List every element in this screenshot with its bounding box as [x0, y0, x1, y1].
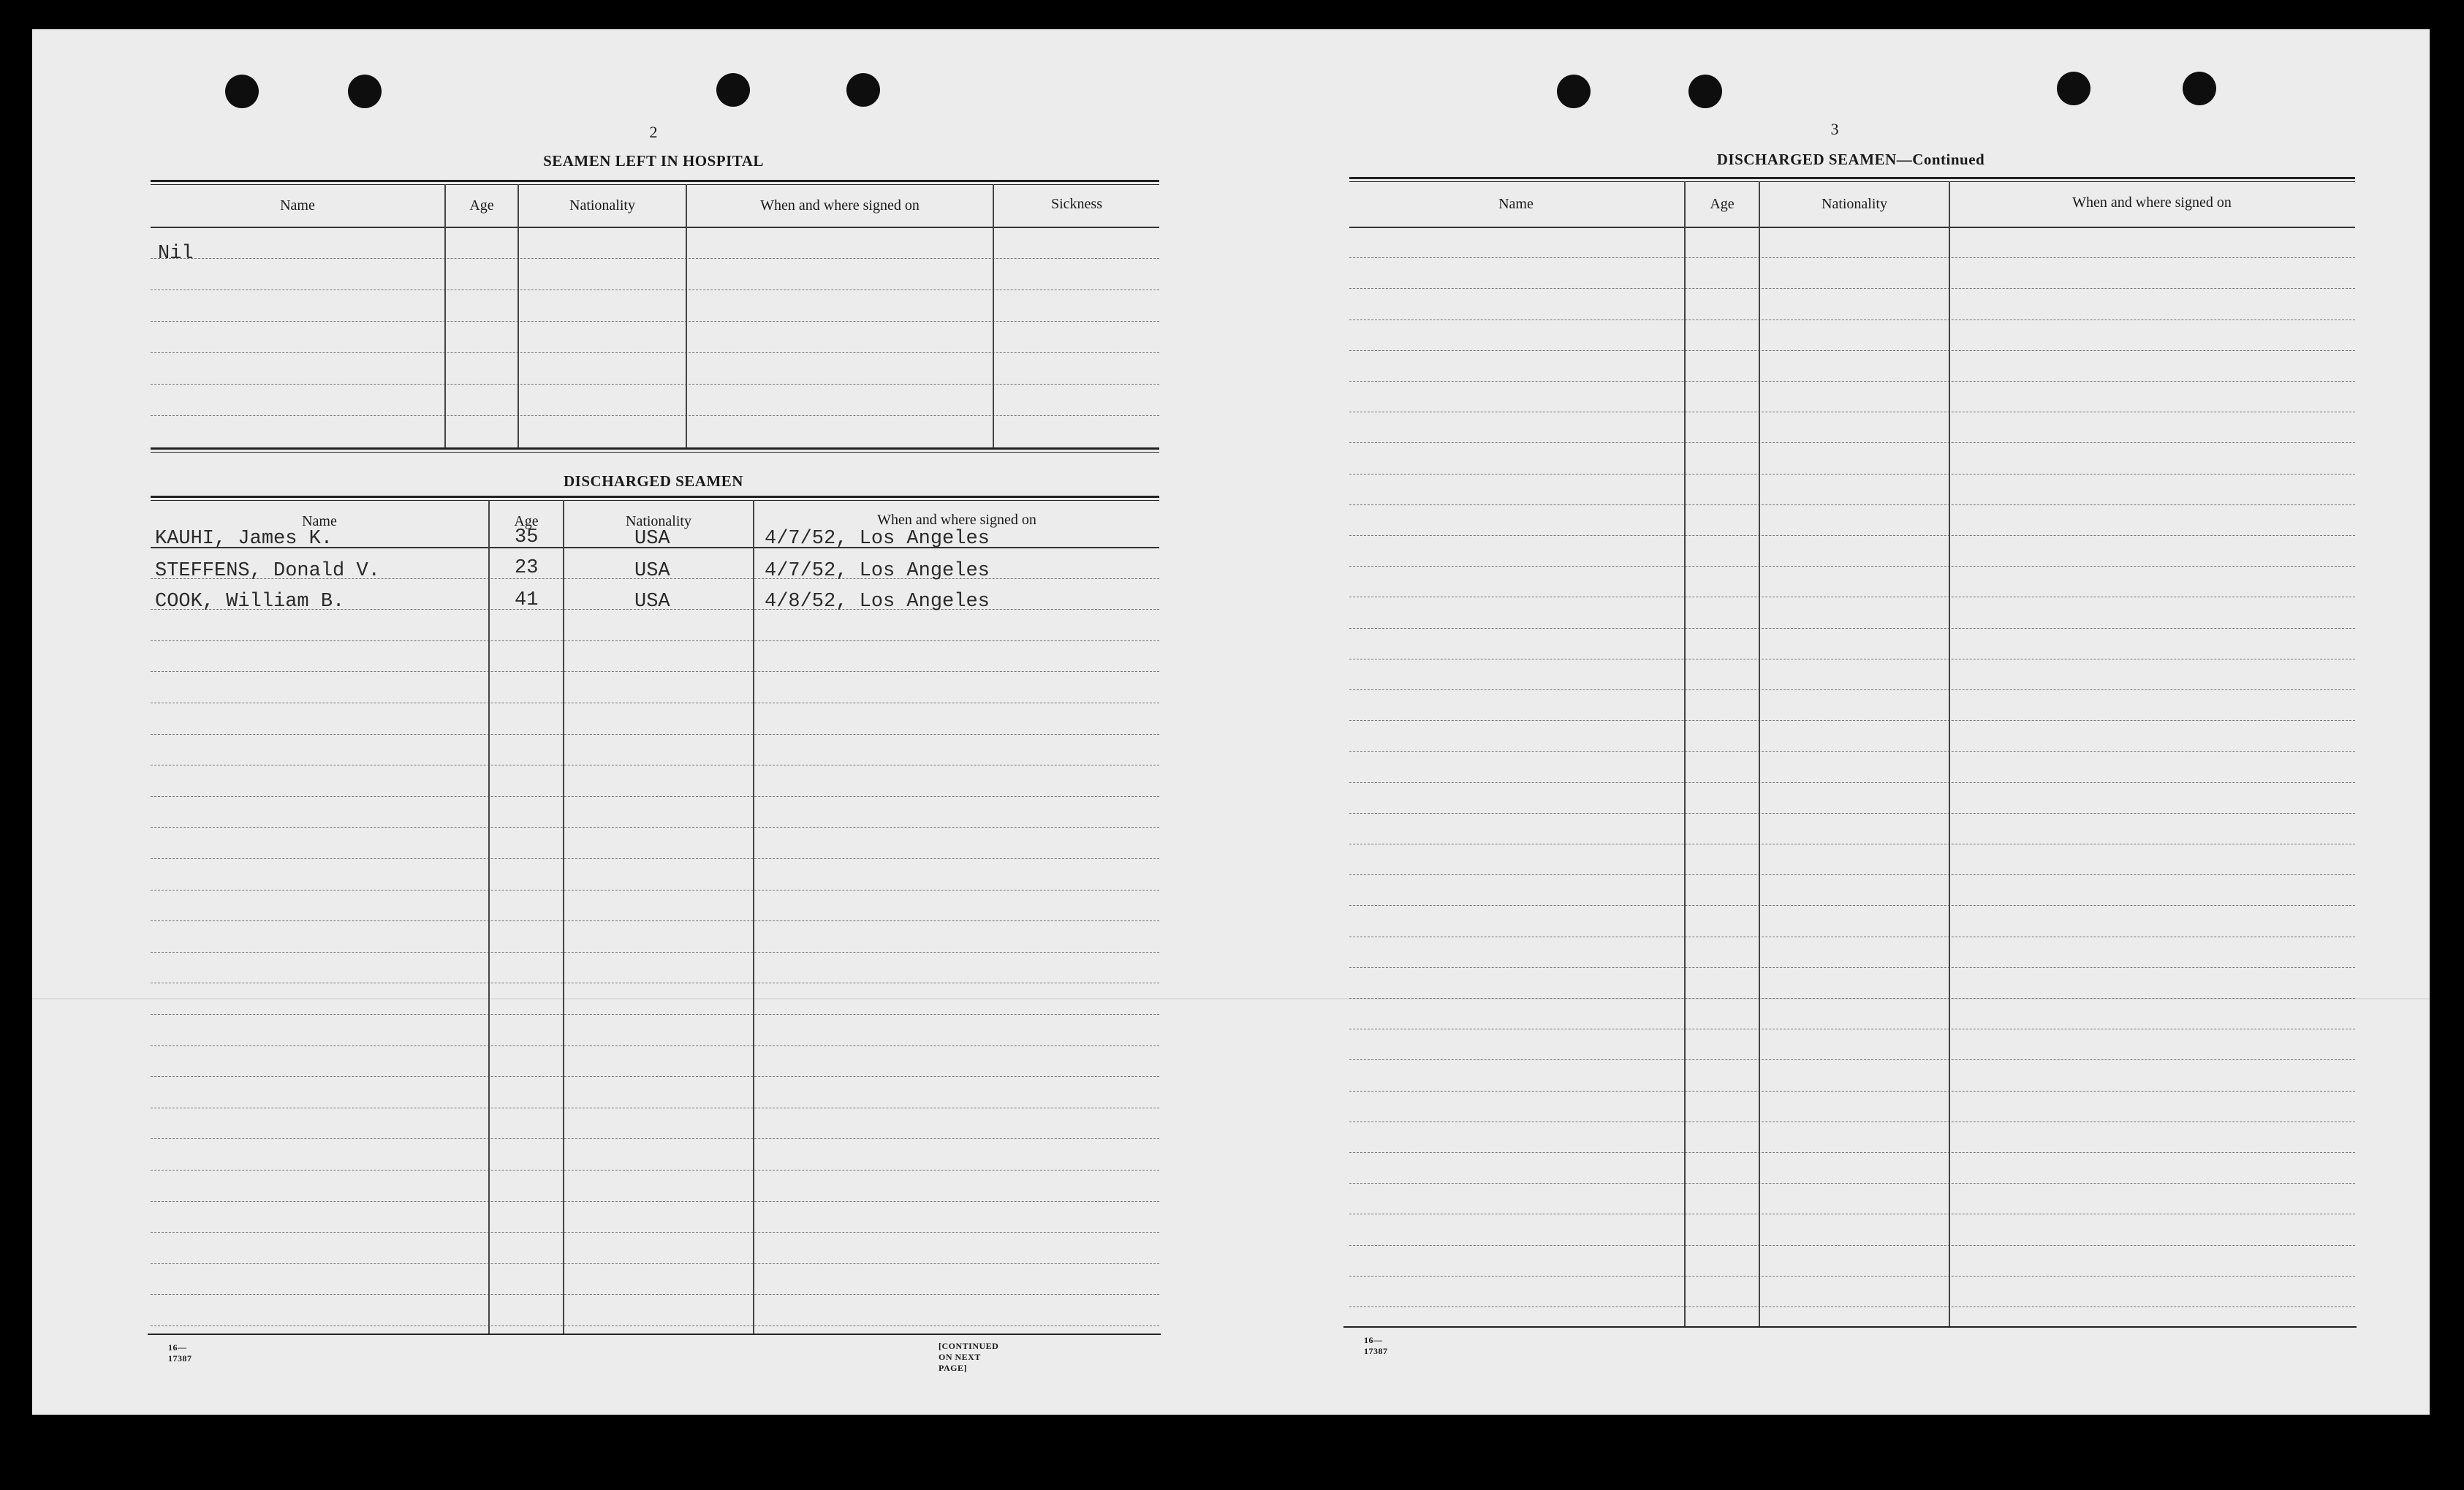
ruled-line [1349, 628, 2355, 629]
ruled-line [1349, 1183, 2355, 1184]
hospital-header-signed-on: When and where signed on [760, 197, 920, 213]
ruled-line [151, 1076, 1159, 1077]
hospital-top-rule [151, 180, 1159, 185]
table-row-2-signed-on: 4/7/52, Los Angeles [765, 560, 990, 582]
ruled-line [151, 671, 1159, 672]
ruled-line [151, 858, 1159, 859]
punch-hole [716, 73, 750, 107]
ruled-line [1349, 504, 2355, 505]
discharged-header-signed-on: When and where signed on [877, 512, 1036, 528]
column-divider [1949, 181, 1950, 1328]
ruled-line [151, 258, 1159, 259]
column-divider [518, 184, 519, 449]
table-row-2-name: STEFFENS, Donald V. [155, 560, 380, 582]
ruled-line [151, 920, 1159, 921]
table-row-3-age: 41 [515, 589, 539, 611]
ruled-line [1349, 720, 2355, 721]
page-number: 3 [1830, 120, 1839, 138]
discharged-header-name: Name [302, 513, 337, 529]
ruled-line [1349, 689, 2355, 690]
discharged-header-age: Age [514, 513, 539, 529]
continued-note: [CONTINUED ON NEXT PAGE] [939, 1341, 999, 1373]
ruled-line [1349, 227, 2355, 228]
hospital-bottom-rule [151, 447, 1159, 453]
ruled-line [1349, 905, 2355, 906]
ruled-line [1349, 813, 2355, 814]
ruled-line [151, 415, 1159, 416]
table-row-2-age: 23 [515, 557, 539, 579]
table-row-1-nationality: USA [634, 528, 670, 550]
continued-header-signed-on: When and where signed on [2072, 194, 2232, 211]
ruled-line [151, 640, 1159, 641]
ruled-line [1349, 1276, 2355, 1277]
form-number: 16—17387 [1364, 1335, 1388, 1356]
table-row-3-nationality: USA [634, 591, 670, 613]
hospital-entry-nil: Nil [158, 243, 194, 265]
column-divider [444, 184, 446, 449]
ruled-line [1349, 381, 2355, 382]
ruled-line [151, 1014, 1159, 1015]
ruled-line [1349, 566, 2355, 567]
punch-hole [1557, 75, 1591, 108]
ruled-line [151, 1263, 1159, 1264]
document-paper [32, 29, 2430, 1415]
table-row-2-nationality: USA [634, 560, 670, 582]
ruled-line [1349, 1245, 2355, 1246]
ruled-line [151, 1045, 1159, 1046]
ruled-line [151, 1170, 1159, 1171]
table-row-1-signed-on: 4/7/52, Los Angeles [765, 528, 990, 550]
ruled-line [1349, 782, 2355, 783]
continued-bottom-rule [1343, 1326, 2357, 1328]
table-row-1-name: KAUHI, James K. [155, 528, 333, 550]
ruled-line [151, 796, 1159, 797]
ruled-line [1349, 1152, 2355, 1153]
hospital-header-age: Age [469, 197, 494, 213]
ruled-line [151, 352, 1159, 353]
page-number: 2 [649, 123, 658, 141]
punch-hole [2057, 72, 2090, 105]
ruled-line [151, 384, 1159, 385]
ruled-line [151, 827, 1159, 828]
column-divider [1684, 181, 1686, 1328]
discharged-bottom-rule [148, 1334, 1161, 1335]
hospital-header-name: Name [280, 197, 315, 213]
continued-header-age: Age [1710, 196, 1735, 212]
ruled-line [1349, 967, 2355, 968]
ruled-line [1349, 1306, 2355, 1307]
hospital-header-nationality: Nationality [569, 197, 635, 213]
ruled-line [151, 734, 1159, 735]
discharged-header-nationality: Nationality [626, 513, 691, 529]
ruled-line [1349, 442, 2355, 443]
ruled-line [1349, 535, 2355, 536]
column-divider [1759, 181, 1760, 1328]
column-divider [993, 184, 994, 449]
ruled-line [151, 1294, 1159, 1295]
ruled-line [1349, 1059, 2355, 1060]
continued-header-name: Name [1498, 196, 1534, 212]
punch-hole [348, 75, 382, 108]
column-divider [488, 500, 490, 1335]
hospital-header-sickness: Sickness [1051, 196, 1102, 212]
ruled-line [151, 952, 1159, 953]
continued-top-rule [1349, 177, 2355, 182]
punch-hole [2183, 72, 2216, 105]
ruled-line [1349, 1091, 2355, 1092]
table-row-3-signed-on: 4/8/52, Los Angeles [765, 591, 990, 613]
punch-hole [1688, 75, 1722, 108]
hospital-section-title: SEAMEN LEFT IN HOSPITAL [543, 152, 764, 170]
ruled-line [1349, 751, 2355, 752]
column-divider [686, 184, 687, 449]
ruled-line [1349, 874, 2355, 875]
punch-hole [846, 73, 880, 107]
column-divider [753, 500, 754, 1335]
ruled-line [151, 1201, 1159, 1202]
column-divider [563, 500, 564, 1335]
ruled-line [1349, 350, 2355, 351]
ruled-line [1349, 288, 2355, 289]
discharged-top-rule [151, 496, 1159, 501]
continued-header-nationality: Nationality [1822, 196, 1887, 212]
table-row-1-age: 35 [515, 526, 539, 548]
ruled-line [151, 1232, 1159, 1233]
ruled-line [151, 1138, 1159, 1139]
discharged-section-title: DISCHARGED SEAMEN [564, 472, 743, 490]
ruled-line [1349, 319, 2355, 320]
ruled-line [1349, 998, 2355, 999]
discharged-continued-title: DISCHARGED SEAMEN—Continued [1716, 151, 1985, 168]
ruled-line [151, 321, 1159, 322]
form-number: 16—17387 [168, 1342, 192, 1364]
ruled-line [1349, 257, 2355, 258]
table-row-3-name: COOK, William B. [155, 591, 345, 613]
punch-hole [225, 75, 259, 108]
ruled-line [151, 227, 1159, 228]
